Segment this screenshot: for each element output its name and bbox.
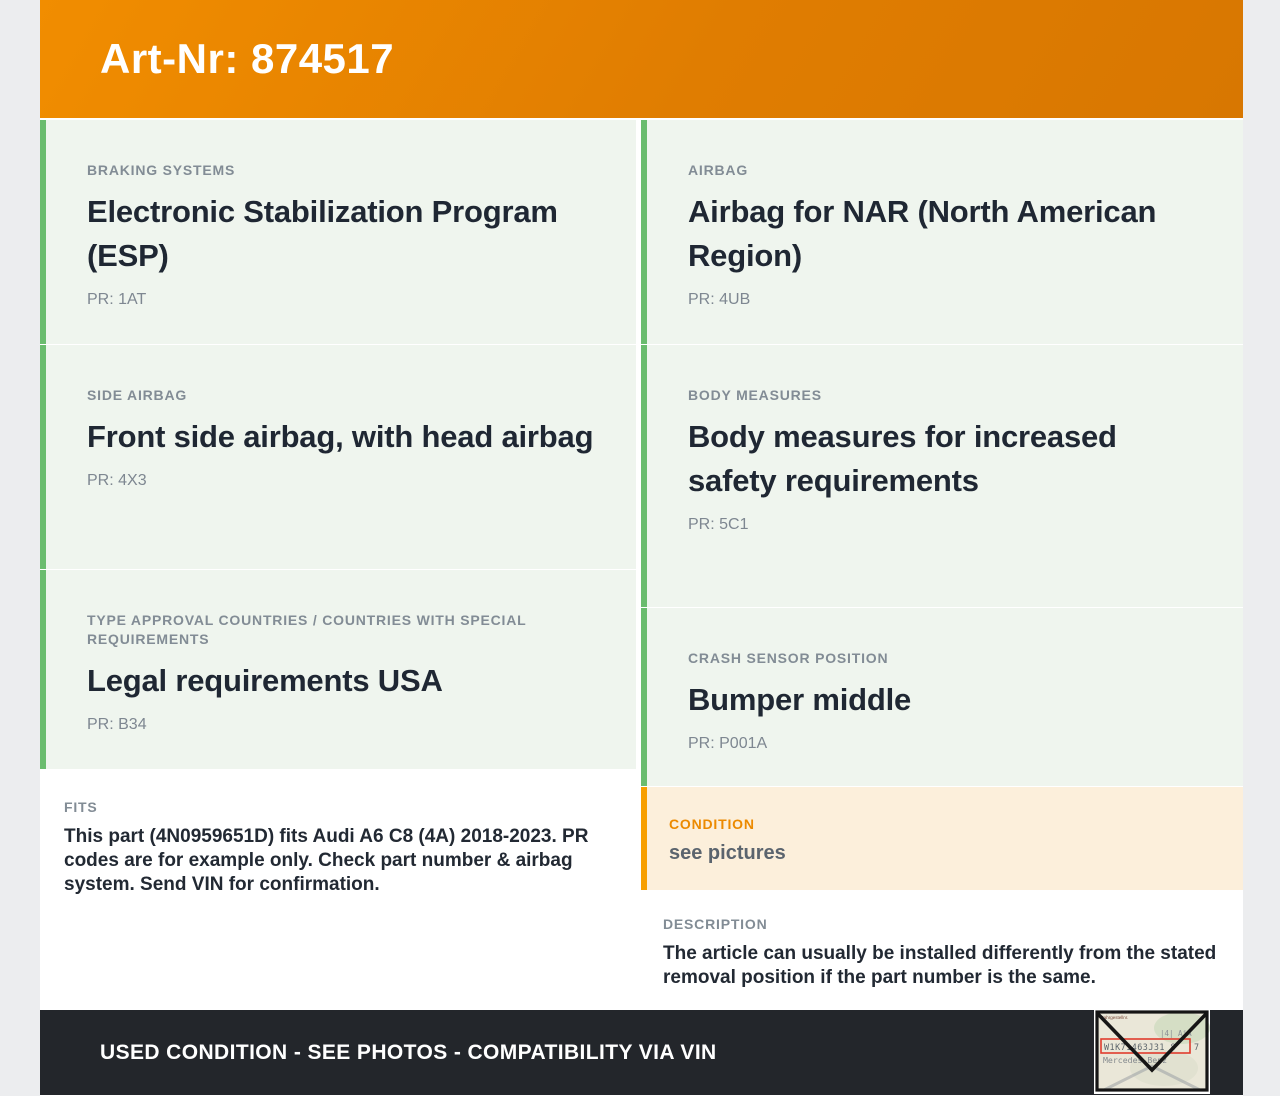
pr-code: PR: P001A	[688, 735, 768, 752]
fits-section	[40, 770, 636, 1009]
condition-label: CONDITION	[669, 816, 755, 832]
brand-text: Mercedes-Benz	[1103, 1055, 1168, 1065]
condition-section	[641, 787, 1243, 890]
description-section	[641, 891, 1243, 1009]
vin-suffix-text: 7	[1194, 1042, 1200, 1052]
card-title: Front side airbag, with head airbag	[87, 419, 594, 454]
card-body-measures	[641, 345, 1243, 607]
doc-code-text: |4| AiA	[1160, 1029, 1192, 1038]
card-title: Bumper middle	[688, 682, 912, 717]
pr-code: PR: B34	[87, 716, 147, 733]
doc-label-text: Fahrgestellnr.	[1101, 1015, 1129, 1020]
card-type-approval	[40, 570, 636, 769]
card-crash-sensor	[641, 608, 1243, 786]
category-label: TYPE APPROVAL COUNTRIES / COUNTRIES WITH SPECIAL REQUIREMENTS	[87, 612, 527, 647]
column-right	[641, 120, 1243, 1009]
category-label: CRASH SENSOR POSITION	[688, 650, 889, 666]
listing-page	[40, 0, 1243, 1096]
condition-text: see pictures	[669, 842, 786, 864]
card-title: Electronic Stabilization Program (ESP)	[87, 194, 558, 273]
page-title: Art-Nr: 874517	[100, 35, 395, 82]
content-grid	[40, 118, 1243, 1009]
pr-code: PR: 1AT	[87, 291, 147, 308]
vin-text: W1K71463J31 8	[1104, 1042, 1177, 1052]
card-title: Airbag for NAR (North American Region)	[688, 194, 1157, 273]
category-label: AIRBAG	[688, 162, 749, 178]
card-side-airbag	[40, 345, 636, 569]
pr-code: PR: 4X3	[87, 472, 147, 489]
pr-code: PR: 5C1	[688, 516, 749, 533]
category-label: BRAKING SYSTEMS	[87, 162, 236, 178]
card-title: Body measures for increased safety requirements	[688, 419, 1117, 498]
fits-text: This part (4N0959651D) fits Audi A6 C8 (4A) 2018-2023. PR codes are for example only. Check part number & airbag system. Send VIN for confirmation.	[64, 826, 589, 895]
description-text: The article can usually be installed differently from the stated removal position if the part number is the same.	[663, 943, 1217, 988]
fits-label: FITS	[64, 799, 98, 815]
header-banner	[40, 0, 1243, 118]
envelope-thumbnail	[1094, 1008, 1210, 1094]
card-braking-systems	[40, 120, 636, 344]
category-label: BODY MEASURES	[688, 387, 822, 403]
column-left	[40, 120, 636, 1009]
description-label: DESCRIPTION	[663, 916, 768, 932]
pr-code: PR: 4UB	[688, 291, 751, 308]
footer-banner	[40, 1010, 1243, 1095]
category-label: SIDE AIRBAG	[87, 387, 188, 403]
footer-text: USED CONDITION - SEE PHOTOS - COMPATIBILITY VIA VIN	[100, 1040, 717, 1064]
card-title: Legal requirements USA	[87, 663, 443, 698]
card-airbag	[641, 120, 1243, 344]
